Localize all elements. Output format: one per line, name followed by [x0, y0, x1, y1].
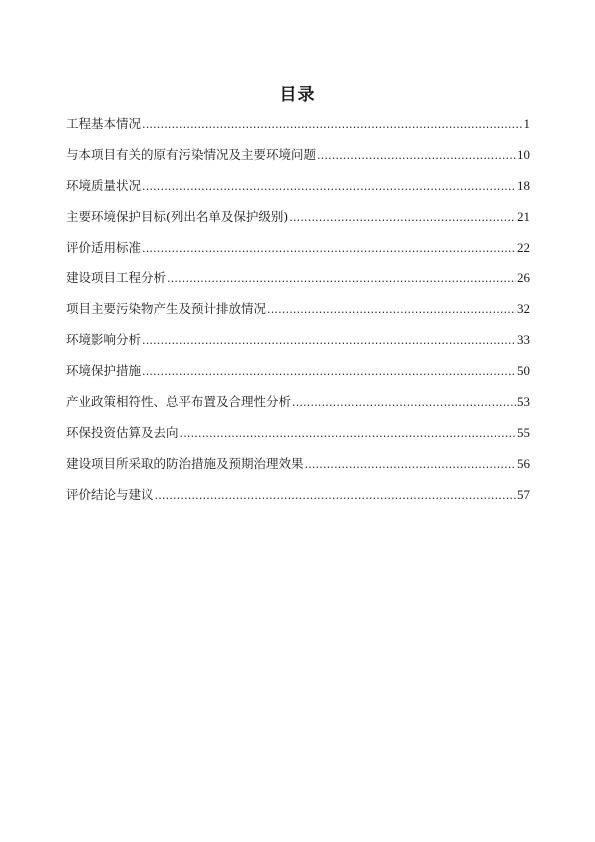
- toc-entry-label: 环境影响分析: [66, 332, 142, 348]
- toc-entry-label: 产业政策相符性、总平布置及合理性分析: [66, 394, 292, 410]
- dot-leader: [155, 486, 516, 506]
- toc-entry-page-number: 50: [517, 363, 530, 379]
- toc-entry-page-number: 18: [517, 177, 530, 193]
- toc-entry[interactable]: [66, 176, 530, 207]
- toc-entry-page-number: 26: [517, 270, 530, 286]
- dot-leader: [289, 208, 516, 228]
- toc-entry[interactable]: [66, 145, 530, 176]
- dot-leader: [142, 239, 516, 259]
- toc-entry-label: 环境保护措施: [66, 363, 142, 379]
- toc-entry-label: 环保投资估算及去向: [66, 424, 179, 440]
- toc-entry-page-number: 1: [523, 116, 530, 131]
- dot-leader: [142, 177, 516, 197]
- dot-leader: [167, 269, 516, 289]
- dot-leader: [142, 331, 516, 351]
- dot-leader: [305, 455, 516, 475]
- dot-leader: [180, 424, 516, 444]
- toc-entry-label: 建设项目工程分析: [66, 270, 167, 286]
- toc-entry-page-number: 32: [517, 301, 530, 317]
- dot-leader: [142, 115, 522, 135]
- toc-entry[interactable]: [66, 114, 530, 145]
- toc-entry[interactable]: [66, 485, 530, 516]
- toc-entry-page-number: 57: [517, 486, 530, 502]
- toc-entry[interactable]: [66, 299, 530, 330]
- toc-entry[interactable]: [66, 454, 530, 485]
- toc-entry[interactable]: [66, 361, 530, 392]
- toc-entry[interactable]: [66, 423, 530, 454]
- toc-entry[interactable]: [66, 207, 530, 238]
- toc-entry-page-number: 33: [517, 332, 530, 348]
- toc-entry-label: 评价结论与建议: [66, 486, 154, 502]
- toc-entry-label: 环境质量状况: [66, 177, 142, 193]
- dot-leader: [142, 362, 516, 382]
- toc-entry-label: 项目主要污染物产生及预计排放情况: [66, 301, 267, 317]
- toc-entry-label: 与本项目有关的原有污染情况及主要环境问题: [66, 146, 317, 162]
- toc-entry-page-number: 56: [517, 455, 530, 471]
- toc-entry-label: 主要环境保护目标(列出名单及保护级别): [66, 208, 289, 224]
- toc-entry-label: 评价适用标准: [66, 239, 142, 255]
- toc-entry-label: 建设项目所采取的防治措施及预期治理效果: [66, 455, 304, 471]
- toc-entry-page-number: 22: [517, 239, 530, 255]
- toc-entry[interactable]: [66, 330, 530, 361]
- dot-leader: [267, 300, 516, 320]
- toc-entry-page-number: 21: [517, 208, 530, 224]
- toc-entry-label: 工程基本情况: [66, 116, 142, 131]
- toc-list: [66, 114, 530, 516]
- toc-entry[interactable]: [66, 238, 530, 269]
- toc-title: 目录: [279, 85, 316, 105]
- toc-entry-page-number: 10: [517, 146, 530, 162]
- dot-leader: [317, 146, 516, 166]
- toc-entry[interactable]: [66, 268, 530, 299]
- dot-leader: [292, 393, 516, 413]
- toc-entry-page-number: 53: [517, 394, 530, 410]
- toc-entry-page-number: 55: [517, 424, 530, 440]
- toc-entry[interactable]: [66, 392, 530, 423]
